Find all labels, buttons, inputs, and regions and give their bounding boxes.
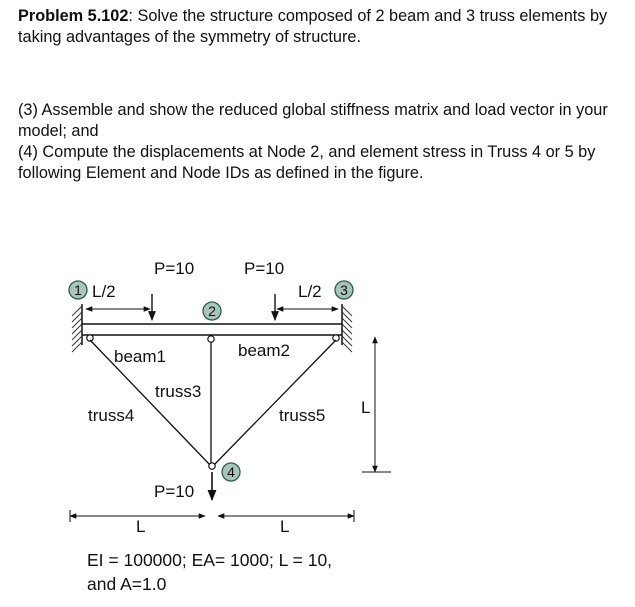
given-values-line2: and A=1.0 <box>87 574 167 594</box>
load-label-right: P=10 <box>244 259 285 278</box>
beam1-label: beam1 <box>114 347 166 366</box>
node2-hinge <box>208 336 214 342</box>
node-2-label: 2 <box>208 303 216 319</box>
node-4-label: 4 <box>227 464 235 480</box>
load-label-left: P=10 <box>154 259 195 278</box>
given-values-line1: EI = 100000; EA= 1000; L = 10, <box>87 550 333 570</box>
truss4-label: truss4 <box>88 406 135 425</box>
half-span-label-left: L/2 <box>92 282 116 301</box>
node4-hinge <box>209 463 215 469</box>
beam2-label: beam2 <box>238 341 290 360</box>
load-label-bottom: P=10 <box>154 482 195 501</box>
node-3-marker <box>335 281 353 299</box>
half-span-label-right: L/2 <box>298 282 322 301</box>
problem-number: Problem 5.102 <box>18 7 129 25</box>
right-wall-support <box>342 304 352 352</box>
node-3-label: 3 <box>340 282 348 298</box>
node-1-label: 1 <box>74 282 82 298</box>
truss3-label: truss3 <box>155 382 202 401</box>
left-wall-support <box>72 304 82 352</box>
node-1-marker <box>69 281 87 299</box>
height-dimension-label: L <box>361 398 371 417</box>
problem-text: : Solve the structure composed of 2 beam and 3 truss elements by taking advantages of the symmetry of structure. <box>18 7 608 46</box>
node-4-marker <box>222 463 240 481</box>
truss5-label: truss5 <box>279 406 326 425</box>
span-right-label: L <box>280 517 290 536</box>
task-item: (4) Compute the displacements at Node 2, and element stress in Truss 4 or 5 by following Element and Node IDs as defined in the figure. <box>18 143 596 182</box>
task-item: (3) Assemble and show the reduced global stiffness matrix and load vector in your model; and <box>18 101 608 140</box>
node-2-marker <box>203 302 221 320</box>
span-left-label: L <box>136 517 146 536</box>
